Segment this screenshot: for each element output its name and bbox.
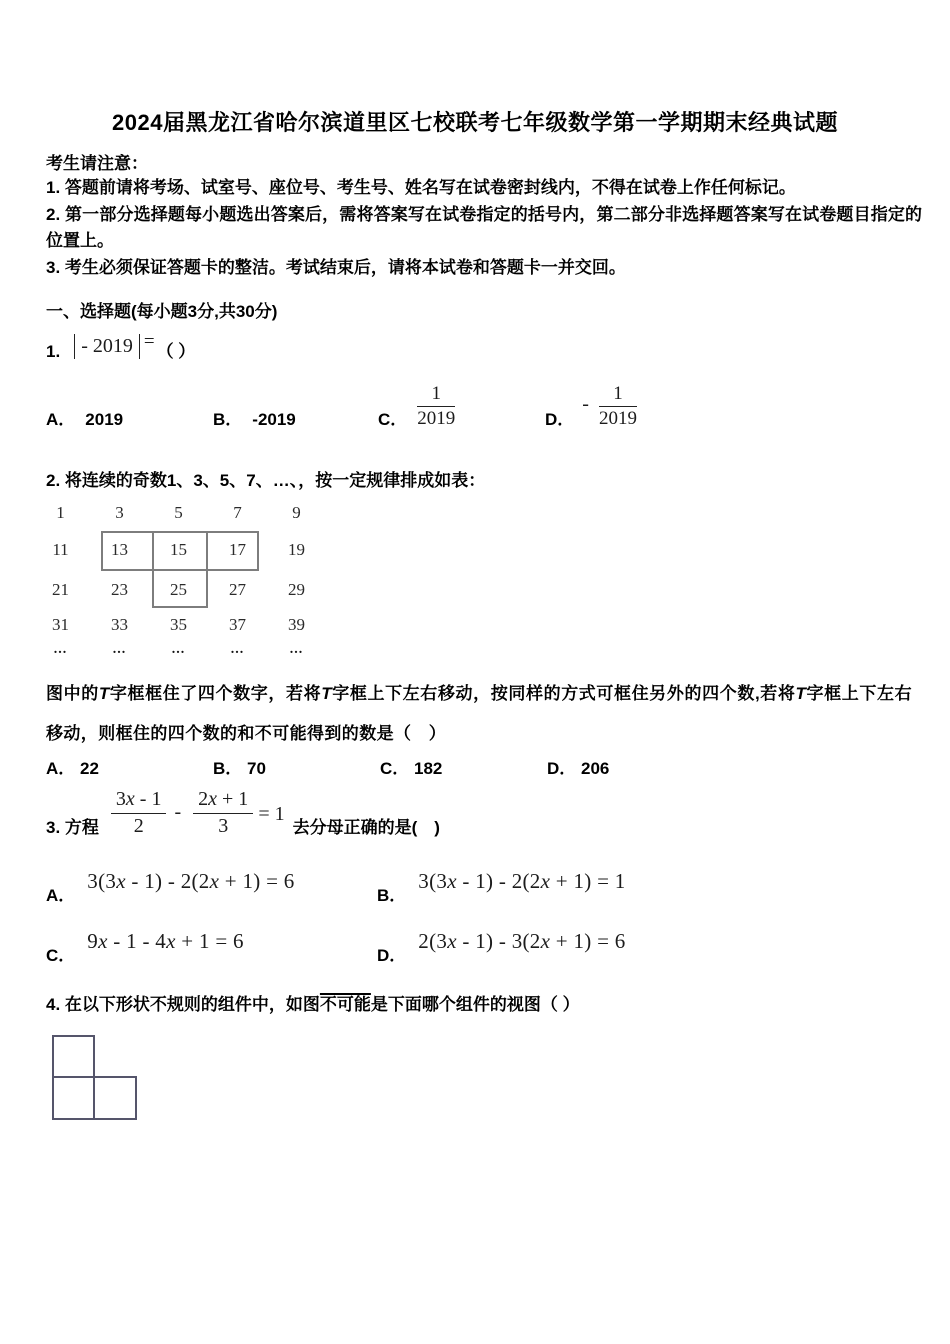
figure-square-top-left	[52, 1035, 95, 1078]
absolute-value-expression: - 2019	[74, 334, 140, 359]
option-b-label: B．	[213, 759, 243, 778]
table-cell: 27	[229, 579, 246, 599]
notice-item-2: 2. 第一部分选择题每小题选出答案后，需将答案写在试卷指定的括号内，第二部分非选择题答案写在试卷题目指定的位置上。	[46, 204, 922, 250]
option-a	[46, 754, 99, 779]
option-b-value: -2019	[252, 410, 296, 429]
equation-fraction-1	[111, 788, 167, 838]
question-2-options	[0, 754, 950, 778]
fraction-denominator: 3	[218, 815, 229, 837]
option-a-value: 2019	[85, 410, 124, 429]
option-a-label: A．	[46, 410, 76, 429]
option-c-label: C．	[46, 946, 76, 965]
option-b-label: B．	[377, 886, 407, 905]
option-b	[213, 384, 296, 430]
answer-bracket: （ ）	[156, 342, 196, 361]
option-b-label: B．	[213, 410, 243, 429]
table-cell-ellipsis: ...	[112, 642, 127, 657]
option-c	[378, 384, 455, 430]
option-d	[545, 384, 637, 430]
table-cell: 5	[174, 503, 183, 522]
option-a	[46, 384, 123, 430]
option-c	[46, 928, 244, 966]
figure-square-bottom-left	[52, 1076, 95, 1120]
t-frame-bottom-box	[152, 569, 208, 608]
option-b-equation: 3(3x - 1) - 2(2x + 1) = 1	[418, 869, 626, 893]
fraction-denominator: 2019	[598, 408, 637, 429]
option-c-label: C．	[380, 759, 410, 778]
fraction-denominator: 2	[133, 815, 144, 837]
t-frame-divider-left	[152, 531, 154, 571]
question-4-stem	[46, 990, 580, 1015]
option-b	[213, 754, 266, 779]
option-a-label: A．	[46, 759, 76, 778]
table-cell-ellipsis: ...	[53, 642, 68, 657]
table-cell: 39	[288, 614, 305, 634]
equation-fraction-2	[193, 788, 253, 838]
notice-list	[46, 175, 922, 281]
question-4-emphasis-overline: 不可能	[319, 995, 371, 1014]
option-a	[46, 868, 295, 906]
table-cell: 35	[170, 614, 187, 634]
fraction-numerator: 1	[599, 383, 637, 407]
table-cell: 25	[170, 579, 187, 599]
page-title: 2024届黑龙江省哈尔滨道里区七校联考七年级数学第一学期期末经典试题	[112, 110, 838, 135]
table-cell: 1	[56, 503, 65, 522]
table-cell: 9	[292, 503, 301, 522]
figure-square-bottom-right	[93, 1076, 137, 1120]
question-1-options	[0, 384, 950, 430]
option-c-fraction	[417, 383, 455, 430]
question-1-stem	[46, 324, 195, 362]
option-c-value: 182	[414, 759, 443, 778]
question-4-prefix: 4. 在以下形状不规则的组件中，如图	[46, 995, 320, 1014]
option-d	[377, 928, 626, 966]
option-d-label: D．	[547, 759, 577, 778]
option-d-value: 206	[581, 759, 610, 778]
table-cell: 19	[288, 540, 305, 559]
notice-item-3: 3. 考生必须保证答题卡的整洁。考试结束后，请将本试卷和答题卡一并交回。	[46, 257, 626, 277]
question-3-number: 3. 方程	[46, 818, 99, 837]
question-1-number: 1.	[46, 342, 61, 361]
option-d-equation: 2(3x - 1) - 3(2x + 1) = 6	[418, 929, 626, 953]
table-cell: 17	[229, 540, 246, 559]
table-cell: 11	[52, 540, 69, 559]
fraction-numerator: 2x + 1	[193, 788, 253, 814]
fraction-numerator: 1	[417, 383, 455, 407]
option-b-value: 70	[247, 759, 266, 778]
option-d-label: D．	[545, 410, 575, 429]
table-cell: 33	[111, 614, 128, 634]
table-cell-ellipsis: ...	[289, 642, 304, 657]
table-cell-ellipsis: ...	[230, 642, 245, 657]
option-b	[377, 868, 626, 906]
table-cell: 23	[111, 579, 128, 599]
option-c-equation: 9x - 1 - 4x + 1 = 6	[87, 929, 244, 953]
table-cell: 21	[52, 579, 69, 599]
question-2-stem: 2. 将连续的奇数1、3、5、7、…、，按一定规律排成如表：	[46, 471, 486, 490]
minus-sign: -	[582, 393, 589, 415]
table-cell: 7	[233, 503, 242, 522]
question-2-paragraph: 图中的T字框框住了四个数字，若将T字框上下左右移动，按同样的方式可框住另外的四个数,若将T字框上下左右移动，则框住的四个数的和不可能得到的数是（ ）	[46, 684, 912, 743]
option-c-label: C．	[378, 410, 408, 429]
equals-sign: =	[143, 331, 155, 352]
question-3-suffix: 去分母正确的是( )	[292, 818, 440, 837]
question-3-stem	[46, 784, 440, 838]
option-d-fraction	[599, 383, 637, 430]
option-d-label: D．	[377, 946, 407, 965]
question-4-suffix: 是下面哪个组件的视图（ ）	[370, 995, 580, 1014]
option-c	[380, 754, 442, 779]
fraction-numerator: 3x - 1	[111, 788, 167, 814]
table-cell: 13	[111, 540, 128, 559]
option-a-equation: 3(3x - 1) - 2(2x + 1) = 6	[87, 869, 295, 893]
option-a-label: A．	[46, 886, 76, 905]
t-frame-top-box	[101, 531, 259, 571]
table-cell: 37	[229, 614, 246, 634]
notice-item-1: 1. 答题前请将考场、试室号、座位号、考生号、姓名写在试卷密封线内，不得在试卷上作任何标记。	[46, 178, 796, 197]
fraction-denominator: 2019	[417, 408, 456, 429]
table-cell: 15	[170, 540, 187, 559]
option-a-value: 22	[80, 759, 99, 778]
table-cell: 29	[288, 579, 305, 599]
option-d	[547, 754, 609, 779]
table-cell: 31	[52, 614, 69, 634]
minus-sign: -	[174, 801, 182, 823]
table-cell-ellipsis: ...	[171, 642, 186, 657]
table-cell: 3	[115, 503, 124, 522]
t-frame-divider-right	[206, 531, 208, 571]
equals-one: = 1	[258, 803, 285, 825]
section-heading: 一、选择题(每小题3分,共30分)	[46, 302, 278, 321]
notice-heading: 考生请注意：	[46, 154, 148, 173]
